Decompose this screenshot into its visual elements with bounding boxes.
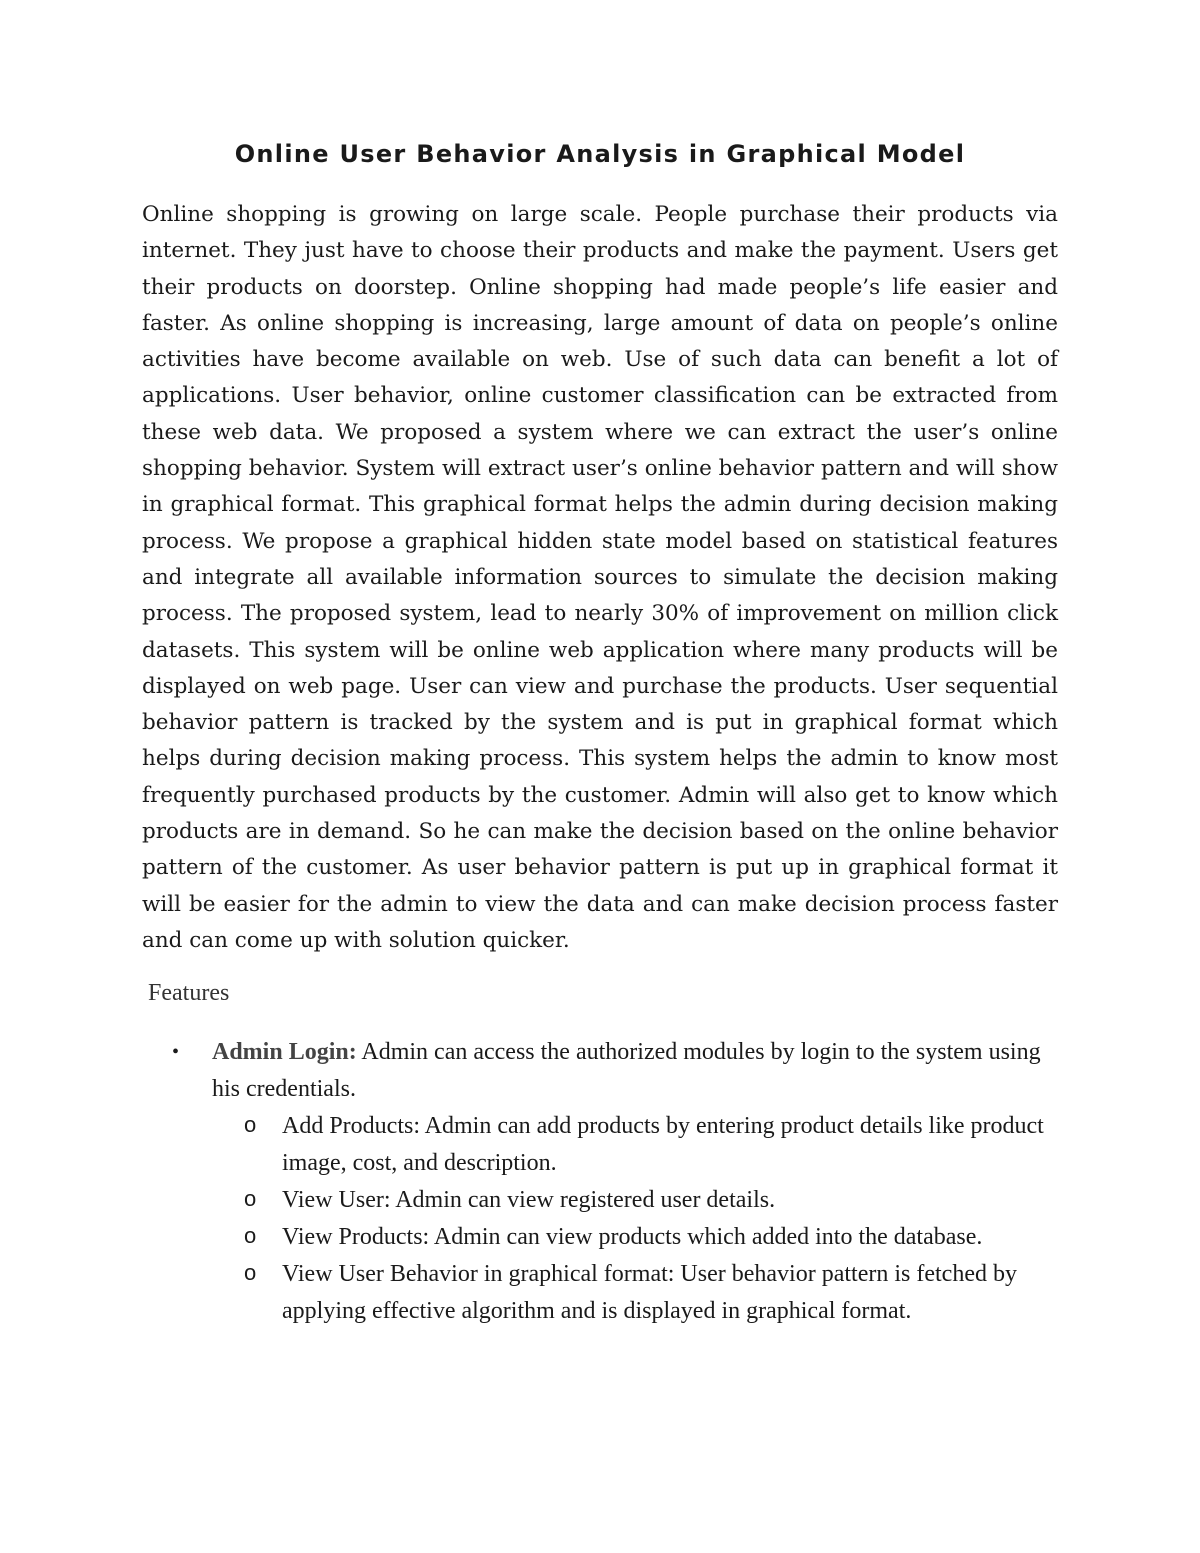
sub-feature-item bbox=[244, 1256, 1044, 1330]
circle-bullet-icon: o bbox=[244, 1112, 257, 1137]
sub-feature-text: View User: Admin can view registered user details. bbox=[282, 1187, 776, 1213]
sub-feature-item bbox=[244, 1182, 1044, 1219]
sub-feature-list bbox=[212, 1108, 1044, 1330]
sub-feature-item bbox=[244, 1219, 1044, 1256]
sub-feature-item bbox=[244, 1108, 1044, 1182]
document-title: Online User Behavior Analysis in Graphical Model bbox=[234, 140, 966, 168]
sub-feature-text: View Products: Admin can view products which added into the database. bbox=[282, 1224, 983, 1250]
sub-feature-text: View User Behavior in graphical format: User behavior pattern is fetched by applying effective algorithm and is displayed in graphical format. bbox=[282, 1261, 1017, 1324]
abstract-paragraph: Online shopping is growing on large scale. People purchase their products via internet. They just have to choose their products and make the payment. Users get their products on doorstep. Online shopping had made people’s life easier and faster. As online shopping is increasing, large amount of data on people’s online activities have become available on web. Use of such data can benefit a lot of applications. User behavior, online customer classification can be extracted from these web data. We proposed a system where we can extract the user’s online shopping behavior. System will extract user’s online behavior pattern and will show in graphical format. This graphical format helps the admin during decision making process. We propose a graphical hidden state model based on statistical features and integrate all available information sources to simulate the decision making process. The proposed system, lead to nearly 30% of improvement on million click datasets. This system will be online web application where many products will be displayed on web page. User can view and purchase the products. User sequential behavior pattern is tracked by the system and is put in graphical format which helps during decision making process. This system helps the admin to know most frequently purchased products by the customer. Admin will also get to know which products are in demand. So he can make the decision based on the online behavior pattern of the customer. As user behavior pattern is put up in graphical format it will be easier for the admin to view the data and can make decision process faster and can come up with solution quicker. bbox=[142, 202, 1058, 953]
bullet-icon: • bbox=[172, 1041, 180, 1063]
circle-bullet-icon: o bbox=[244, 1186, 257, 1211]
feature-text: Admin can access the authorized modules by login to the system using his credentials. bbox=[212, 1039, 1041, 1102]
sub-feature-text: Add Products: Admin can add products by entering product details like product image, cost, and description. bbox=[282, 1113, 1044, 1176]
feature-list bbox=[172, 1034, 1052, 1330]
feature-item-admin-login bbox=[172, 1034, 1052, 1330]
circle-bullet-icon: o bbox=[244, 1260, 257, 1285]
feature-label: Admin Login: bbox=[212, 1039, 357, 1065]
circle-bullet-icon: o bbox=[244, 1223, 257, 1248]
features-heading: Features bbox=[148, 980, 230, 1006]
